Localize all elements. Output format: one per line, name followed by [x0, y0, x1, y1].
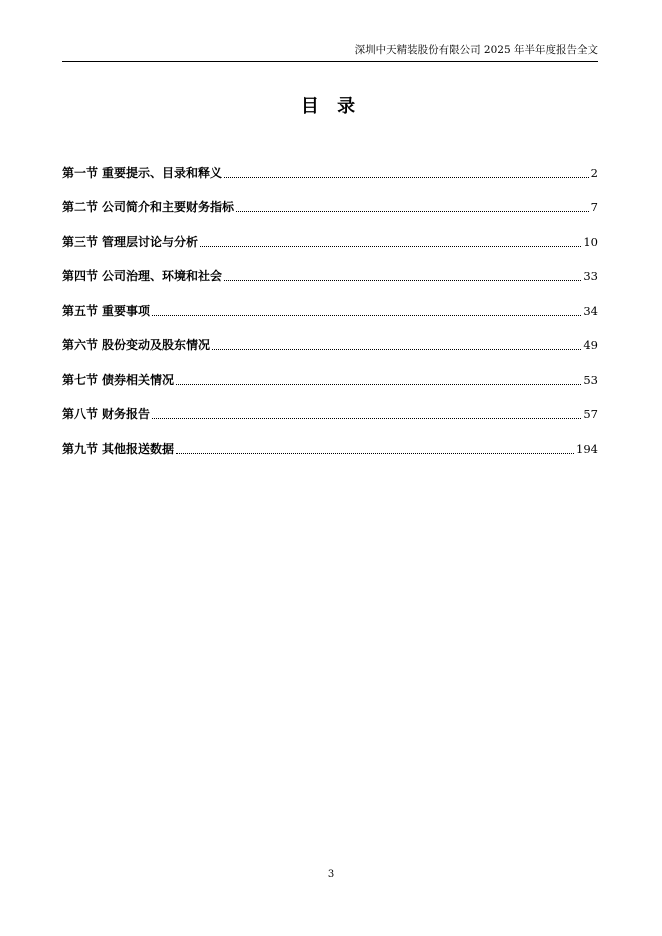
toc-entry[interactable] [62, 146, 598, 181]
toc-section-number: 第五节 [62, 303, 99, 318]
toc-page-number: 2 [590, 165, 598, 180]
toc-entry[interactable] [62, 319, 598, 354]
toc-section-number: 第三节 [62, 234, 99, 249]
dot-leader [236, 211, 589, 212]
toc-section-number: 第六节 [62, 338, 99, 352]
toc-section-number: 第七节 [62, 372, 99, 387]
toc-section-heading: 公司简介和主要财务指标 [102, 200, 235, 214]
dot-leader [152, 418, 581, 419]
toc-section-number: 第二节 [62, 200, 99, 214]
toc-page-number: 7 [590, 200, 598, 214]
toc-section-heading: 公司治理、环境和社会 [102, 269, 223, 283]
toc-page-number: 53 [583, 372, 598, 387]
toc-section-heading: 管理层讨论与分析 [102, 234, 199, 249]
toc-section-heading: 财务报告 [102, 407, 151, 421]
toc-page-number: 57 [583, 407, 598, 421]
toc-section-heading: 股份变动及股东情况 [102, 338, 211, 352]
toc-section-number: 第四节 [62, 269, 99, 283]
toc-section-heading: 重要事项 [102, 303, 151, 318]
page-number: 3 [327, 869, 335, 880]
dot-leader [200, 246, 581, 247]
toc-title: 目 录 [300, 96, 362, 117]
toc-entry[interactable] [62, 250, 598, 285]
toc-entry[interactable] [62, 181, 598, 216]
dot-leader [224, 280, 581, 281]
toc-entry[interactable] [62, 422, 598, 457]
dot-leader [176, 384, 581, 385]
toc-entry[interactable] [62, 215, 598, 250]
toc-entry[interactable] [62, 353, 598, 388]
toc-page-number: 33 [583, 269, 598, 283]
toc-section-number: 第八节 [62, 407, 99, 421]
dot-leader [152, 315, 581, 316]
toc-page-number: 10 [583, 234, 598, 249]
toc-section-heading: 其他报送数据 [102, 441, 175, 456]
toc-page-number: 49 [583, 338, 598, 352]
header-document-title: 深圳中天精装股份有限公司 2025 年半年度报告全文 [354, 44, 598, 56]
dot-leader [176, 453, 574, 454]
page-header [62, 43, 598, 62]
toc-section-heading: 债券相关情况 [102, 372, 175, 387]
table-of-contents [62, 146, 598, 457]
toc-page-number: 34 [583, 303, 598, 318]
dot-leader [224, 177, 589, 178]
toc-entry[interactable] [62, 284, 598, 319]
toc-entry[interactable] [62, 388, 598, 423]
toc-section-heading: 重要提示、目录和释义 [102, 165, 223, 180]
toc-page-number: 194 [576, 441, 598, 456]
toc-section-number: 第九节 [62, 441, 99, 456]
dot-leader [212, 349, 581, 350]
toc-section-number: 第一节 [62, 165, 99, 180]
